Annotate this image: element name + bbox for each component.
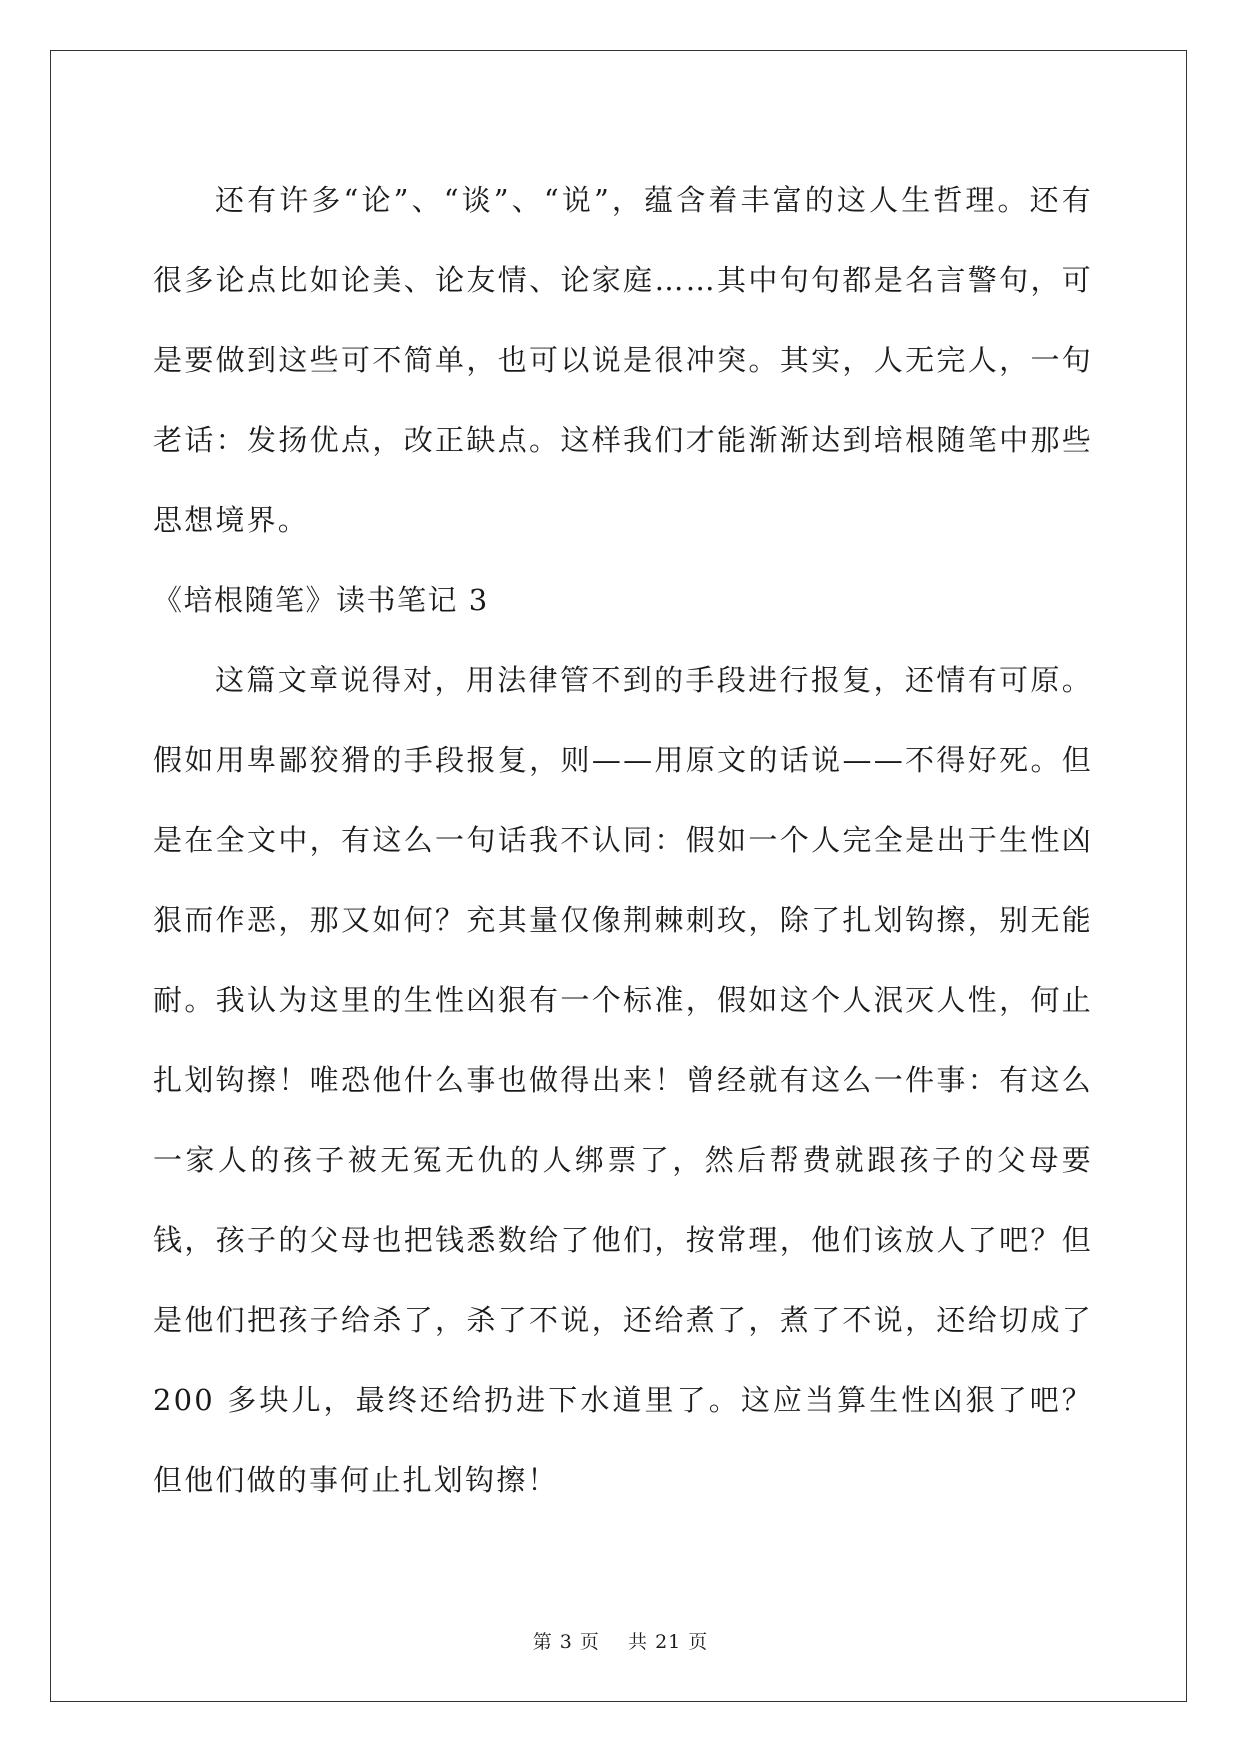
page-number: 第 3 页 [532, 1631, 600, 1653]
paragraph-1: 还有许多“论”、“谈”、“说”，蕴含着丰富的这人生哲理。还有很多论点比如论美、论友情、论家庭……其中句句都是名言警句，可是要做到这些可不简单，也可以说是很冲突。其实，人无完人，一句老话：发扬优点，改正缺点。这样我们才能渐渐达到培根随笔中那些思想境界。 [153, 183, 1093, 537]
page-footer [0, 1627, 1241, 1654]
page-total: 共 21 页 [628, 1631, 709, 1653]
section-heading: 《培根随笔》读书笔记 3 [153, 583, 489, 617]
document-body [153, 160, 1093, 1520]
paragraph-2: 这篇文章说得对，用法律管不到的手段进行报复，还情有可原。假如用卑鄙狡猾的手段报复，则——用原文的话说——不得好死。但是在全文中，有这么一句话我不认同：假如一个人完全是出于生性凶狠而作恶，那又如何？充其量仅像荆棘刺玫，除了扎划钩擦，别无能耐。我认为这里的生性凶狠有一个标准，假如这个人泯灭人性，何止扎划钩擦！唯恐他什么事也做得出来！曾经就有这么一件事：有这么一家人的孩子被无冤无仇的人绑票了，然后帮费就跟孩子的父母要钱，孩子的父母也把钱悉数给了他们，按常理，他们该放人了吧？但是他们把孩子给杀了，杀了不说，还给煮了，煮了不说，还给切成了 200 多块儿，最终还给扔进下水道里了。这应当算生性凶狠了吧？但他们做的事何止扎划钩擦！ [153, 663, 1093, 1497]
